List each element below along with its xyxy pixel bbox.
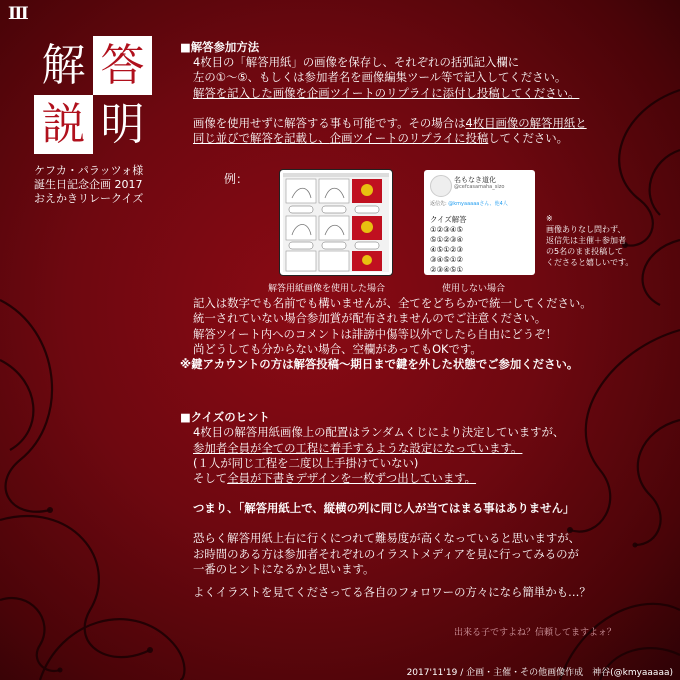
note-line: くださると嬉しいです。 <box>546 258 634 267</box>
rule-line: 統一されていない場合参加賞が配布されませんのでご注意ください。 <box>193 311 547 326</box>
tweet-line: ①②③④⑤ <box>430 225 464 234</box>
example-text-reply <box>424 170 535 275</box>
tweet-line: ②③④⑤① <box>430 265 464 274</box>
hint-line: お時間のある方は参加者それぞれのイラストメディアを見に行ってみるのが <box>193 546 579 561</box>
caption-without-image: 使用しない場合 <box>442 284 506 294</box>
instruction-text-underlined: 4枚目画像の解答用紙と <box>465 115 587 130</box>
answer-sheet-thumbnail <box>280 170 392 275</box>
credits-footer: 2017'11'19 / 企画・主催・その他画像作成 神谷(@kmyaaaaa) <box>406 668 673 678</box>
tweet-line: ④⑤①②③ <box>430 245 464 254</box>
note-line: の5名のまま投稿して <box>546 247 624 256</box>
hint-text-underlined: 全員が下書きデザインを一枚ずつ出しています。 <box>227 471 477 486</box>
main-content <box>180 40 675 600</box>
instruction-line <box>180 116 675 131</box>
note-line: 画像ありなし問わず、 <box>546 225 626 234</box>
instruction-text-underlined: 同じ並びで解答を記載し、 <box>193 131 330 146</box>
subtitle-line: ケフカ・パラッツォ様 <box>34 164 144 177</box>
tweet-reply-to <box>430 200 508 207</box>
tweet-display-name: 名もなき道化 <box>454 176 496 184</box>
reply-prefix: 返信先: <box>430 201 449 207</box>
instruction-line: 4枚目の「解答用紙」の画像を保存し、それぞれの括弧記入欄に <box>193 55 520 70</box>
event-subtitle <box>34 164 143 206</box>
instruction-text: 画像を使用せずに解答する事も可能です。その場合は <box>193 115 466 130</box>
tweet-line: クイズ解答 <box>430 215 467 224</box>
section-heading-hints: ■クイズのヒント <box>180 410 270 425</box>
rule-line: 記入は数字でも名前でも構いませんが、全てをどちらかで統一してください。 <box>193 296 592 311</box>
avatar <box>430 175 452 197</box>
instruction-line: 解答を記入した画像を企画ツイートのリプライに添付し投稿してください。 <box>193 85 580 100</box>
note-line: ※ <box>546 214 553 223</box>
instruction-line: 左の①～⑤、もしくは参加者名を画像編集ツール等で記入してください。 <box>193 70 567 85</box>
tweet-line: ⑤①②③④ <box>430 235 464 244</box>
instruction-text-underlined: 企画ツイートのリプライに投稿 <box>329 131 489 146</box>
hint-line: 参加者全員が全ての工程に着手するような設定になっています。 <box>193 440 523 455</box>
hint-line: 4枚目の解答用紙画像上の配置はランダムくじにより決定していますが、 <box>193 425 565 440</box>
title-logo <box>34 36 152 154</box>
hint-text: そして <box>193 471 228 486</box>
hint-line: 恐らく解答用紙上右に行くにつれて難易度が高くなっていると思いますが、 <box>193 531 581 546</box>
rule-line: 解答ツイート内へのコメントは誹謗中傷等以外でしたら自由にどうぞ！ <box>193 326 557 341</box>
example-label: 例： <box>224 172 249 186</box>
tweet-line: ③④⑤①② <box>430 255 464 264</box>
caption-with-image: 解答用紙画像を使用した場合 <box>268 284 386 294</box>
instruction-text: してください。 <box>488 131 569 146</box>
key-hint-line: つまり、「解答用紙上で、縦横の列に同じ人が当てはまる事はありません」 <box>193 501 575 516</box>
logo-char: 明 <box>100 99 145 150</box>
hint-line: よくイラストを見てくださってる各自のフォロワーの方々になら簡単かも…？ <box>193 585 591 600</box>
page-number: Ⅲ <box>8 4 28 24</box>
hint-line <box>180 471 675 486</box>
note-line: 返信先は主催＋参加者 <box>546 236 626 245</box>
subtitle-line: 誕生日記念企画 2017 <box>34 178 143 191</box>
locked-account-warning: ※鍵アカウントの方は解答投稿～期日まで鍵を外した状態でご参加ください。 <box>180 357 579 372</box>
instruction-line <box>180 131 675 146</box>
section-heading-answer-method: ■解答参加方法 <box>180 40 260 54</box>
logo-char: 説 <box>34 95 93 154</box>
teasing-note: 出来る子ですよね？信頼してますよォ？ <box>454 628 616 638</box>
reply-note <box>546 213 633 268</box>
example-answer-sheet-image <box>280 170 392 275</box>
hint-line: (１人が同じ工程を二度以上手掛けていない) <box>193 455 419 470</box>
tweet-handle: @cefcasamaha_sizo <box>454 184 505 190</box>
rule-line: 尚どうしても分からない場合、空欄があってもOKです。 <box>193 341 482 356</box>
reply-users: @kmyaaaaaさん、他4人 <box>448 201 508 207</box>
subtitle-line: おえかきリレークイズ <box>34 192 144 205</box>
hint-line: 一番のヒントになるかと思います。 <box>193 561 375 576</box>
logo-char: 答 <box>93 36 152 95</box>
logo-char: 解 <box>41 40 86 91</box>
tweet-body <box>430 215 467 275</box>
